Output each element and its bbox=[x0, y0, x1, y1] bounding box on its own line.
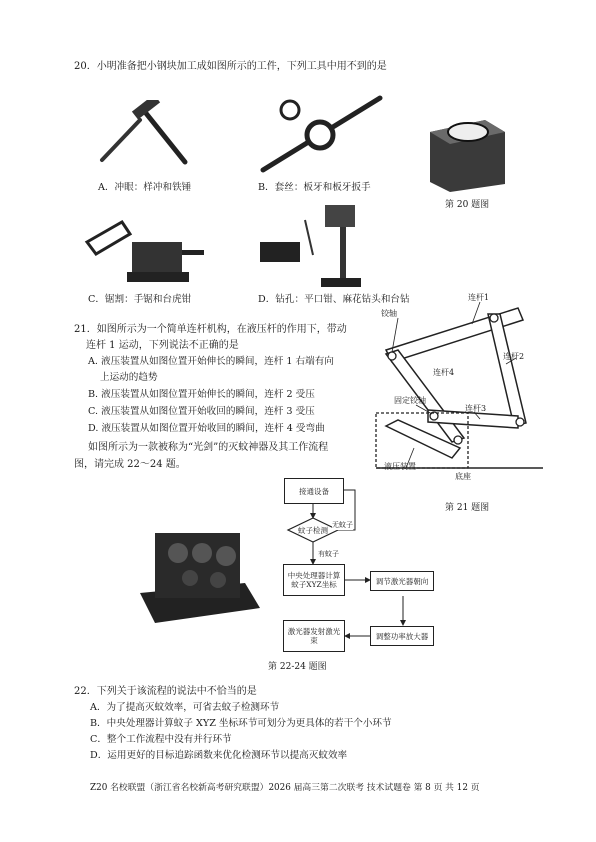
q20-image-saw-vice bbox=[82, 212, 212, 292]
q22-option-b: B．中央处理器计算蚊子 XYZ 坐标环节可划分为更具体的若干个小环节 bbox=[90, 718, 392, 729]
q21-option-a-line-2: 上运动的趋势 bbox=[100, 372, 158, 383]
q21-option-b: B. 液压装置从如图位置开始伸长的瞬间，连杆 2 受压 bbox=[88, 389, 315, 400]
label-hydraulic: 液压装置 bbox=[384, 462, 416, 471]
label-rod-2: 连杆2 bbox=[503, 352, 525, 361]
q20-image-drill-press bbox=[255, 200, 375, 290]
label-fixed-hinge: 固定铰轴 bbox=[394, 396, 426, 405]
vice-body bbox=[132, 242, 182, 272]
drill-bit bbox=[305, 220, 313, 255]
q20-option-a: A．冲眼：样冲和铁锤 bbox=[98, 182, 192, 193]
q21-stem-line-2: 连杆 1 运动，下列说法不正确的是 bbox=[86, 340, 239, 351]
hinge-3 bbox=[516, 418, 524, 426]
flow-step-start: 接通设备 bbox=[284, 478, 344, 504]
flowchart-caption: 第 22-24 题图 bbox=[268, 662, 327, 672]
q21-option-a-line-1: A. 液压装置从如图位置开始伸长的瞬间，连杆 1 右端有向 bbox=[88, 356, 334, 367]
hinge-2 bbox=[490, 314, 498, 322]
drill-head bbox=[325, 205, 355, 227]
flow-step-cpu: 中央处理器计算蚊子XYZ坐标 bbox=[283, 564, 345, 596]
intro-line-1: 如图所示为一款被称为“光剑”的灭蚊神器及其工作流程 bbox=[88, 442, 329, 453]
q21-figure-caption: 第 21 题图 bbox=[445, 503, 490, 513]
q22-option-d: D．运用更好的目标追踪函数来优化检测环节以提高灭蚊效率 bbox=[90, 750, 348, 761]
q20-image-workpiece bbox=[420, 112, 510, 194]
q20-image-die-wrench bbox=[255, 90, 390, 180]
q20-stem: 20．小明准备把小钢块加工成如图所示的工件，下列工具中用不到的是 bbox=[74, 61, 387, 72]
hammer-handle bbox=[145, 112, 185, 162]
hinge-4 bbox=[454, 436, 462, 444]
label-rod-4: 连杆4 bbox=[433, 368, 455, 377]
light-saber-device-image bbox=[130, 498, 265, 633]
label-rod-3: 连杆3 bbox=[465, 404, 487, 413]
q20-option-d: D．钻孔：平口钳、麻花钻头和台钻 bbox=[258, 294, 410, 305]
q22-option-c: C．整个工作流程中没有并行环节 bbox=[90, 734, 232, 745]
q20-option-b: B．套丝：板牙和板牙扳手 bbox=[258, 182, 371, 193]
flow-step-detect: 蚊子检测 bbox=[298, 525, 328, 535]
flow-step-laser: 激光器发射激光束 bbox=[283, 620, 345, 652]
workpiece-hole bbox=[448, 123, 488, 141]
label-hinge: 铰轴 bbox=[381, 309, 397, 318]
wrench-ring bbox=[307, 122, 333, 148]
q22-stem: 22．下列关于该流程的说法中不恰当的是 bbox=[74, 686, 257, 697]
drill-base bbox=[321, 278, 361, 287]
flow-step-power: 调整功率放大器 bbox=[370, 626, 434, 646]
q20-figure-caption: 第 20 题图 bbox=[445, 200, 490, 210]
flat-vise bbox=[260, 242, 300, 262]
label-base: 底座 bbox=[455, 472, 471, 481]
q20-image-punch-hammer bbox=[90, 100, 200, 175]
flow-label-has-mosquito: 有蚊子 bbox=[318, 550, 339, 558]
hinge-1 bbox=[388, 352, 396, 360]
hacksaw-frame bbox=[87, 222, 130, 254]
q21-stem-line-1: 21．如图所示为一个简单连杆机构，在液压杆的作用下，带动 bbox=[74, 324, 347, 335]
rod-2 bbox=[488, 314, 526, 426]
flow-label-no-mosquito: 无蚊子 bbox=[332, 521, 353, 529]
q20-option-c: C．锯割：手锯和台虎钳 bbox=[88, 294, 192, 305]
page-footer: Z20 名校联盟（浙江省名校新高考研究联盟）2026 届高三第二次联考 技术试题卷 第 8 页 共 12 页 bbox=[90, 783, 480, 793]
q21-option-c: C. 液压装置从如图位置开始收回的瞬间，连杆 3 受压 bbox=[88, 406, 315, 417]
die-shape bbox=[281, 101, 299, 119]
flow-step-aim: 调节激光器朝向 bbox=[370, 571, 434, 591]
q21-option-d: D. 液压装置从如图位置开始收回的瞬间，连杆 4 受弯曲 bbox=[88, 423, 325, 434]
intro-line-2: 图，请完成 22～24 题。 bbox=[74, 459, 186, 470]
device-lens bbox=[168, 543, 188, 563]
punch-shape bbox=[102, 120, 140, 160]
q22-option-a: A．为了提高灭蚊效率，可省去蚊子检测环节 bbox=[90, 702, 280, 713]
label-rod-1: 连杆1 bbox=[468, 293, 490, 302]
